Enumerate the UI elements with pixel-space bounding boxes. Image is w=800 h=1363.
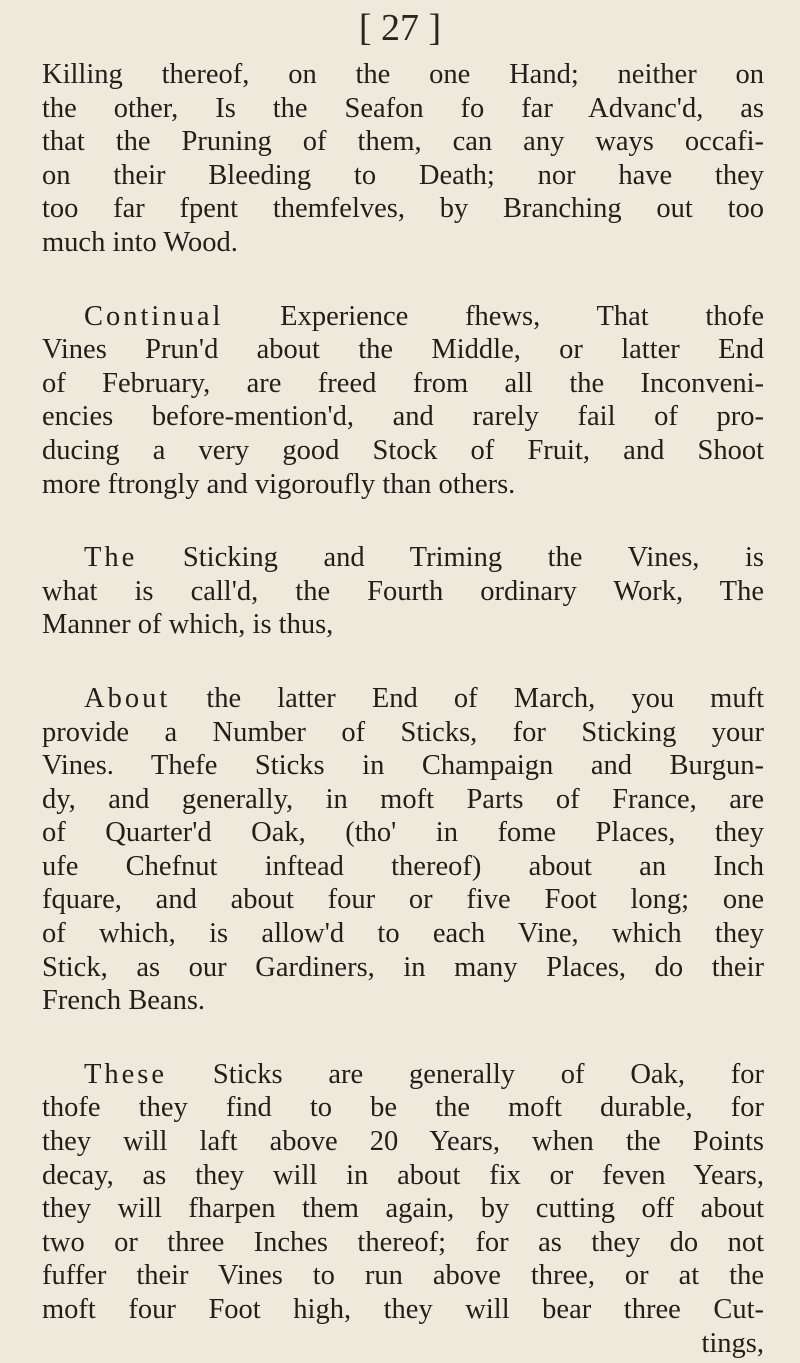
paragraph-lead-word: The [84, 542, 138, 574]
page-number: [ 27 ] [358, 7, 442, 49]
text-line: ufe Chefnut inftead thereof) about an Inch [42, 850, 764, 882]
text-line: they will fharpen them again, by cutting off about [42, 1193, 764, 1225]
text-line [42, 1058, 764, 1092]
text-line: what is call'd, the Fourth ordinary Work, The [42, 575, 764, 607]
text-line: of Quarter'd Oak, (tho' in fome Places, they [42, 817, 764, 849]
text-line: moft four Foot high, they will bear three Cut- [42, 1294, 764, 1325]
text-line: of February, are freed from all the Inconveni- [42, 367, 764, 399]
text-line: fquare, and about four or five Foot long; one [42, 884, 764, 916]
text-line: Vines Prun'd about the Middle, or latter End [42, 334, 764, 366]
text-line-rest: Experience fhews, That thofe [280, 300, 764, 332]
paragraph-4 [42, 682, 764, 1018]
text-line-rest: Sticks are generally of Oak, for [212, 1058, 764, 1090]
text-line: Vines. Thefe Sticks in Champaign and Burgun- [42, 750, 764, 782]
text-line: the other, Is the Seafon fo far Advanc'd, as [42, 92, 764, 124]
text-line-rest: the latter End of March, you muft [206, 682, 764, 714]
paragraph-lead-word: About [84, 682, 171, 714]
text-line: too far fpent themfelves, by Branching out too [42, 193, 764, 225]
text-line: encies before-mention'd, and rarely fail of pro- [42, 401, 764, 433]
paragraph-lead-word: Continual [84, 300, 224, 332]
text-line: thofe they find to be the moft durable, for [42, 1092, 764, 1124]
text-line: more ftrongly and vigoroufly than others. [42, 468, 516, 500]
text-line: much into Wood. [42, 226, 238, 258]
text-line [42, 541, 764, 575]
text-line [42, 300, 764, 334]
text-line: of which, is allow'd to each Vine, which they [42, 918, 764, 950]
text-line: dy, and generally, in moft Parts of France, are [42, 783, 764, 815]
text-line-rest: Sticking and Triming the Vines, is [182, 542, 765, 574]
text-line: decay, as they will in about fix or feven Years, [42, 1159, 764, 1191]
text-line: Stick, as our Gardiners, in many Places, do their [42, 951, 764, 983]
catchword: tings, [701, 1327, 764, 1359]
text-line [42, 682, 764, 716]
paragraph-2 [42, 300, 764, 502]
paragraph-5 [42, 1058, 764, 1360]
text-line: provide a Number of Sticks, for Sticking your [42, 716, 764, 748]
body-text [42, 58, 764, 1360]
text-line: ducing a very good Stock of Fruit, and Shoot [42, 434, 764, 466]
text-line: that the Pruning of them, can any ways occafi- [42, 126, 764, 158]
text-line: on their Bleeding to Death; nor have they [42, 159, 764, 191]
paragraph-lead-word: These [84, 1058, 168, 1090]
text-line: Manner of which, is thus, [42, 609, 334, 641]
text-line: they will laft above 20 Years, when the Points [42, 1126, 764, 1158]
paragraph-1 [42, 58, 764, 260]
text-line: Killing thereof, on the one Hand; neither on [42, 59, 764, 90]
text-line: two or three Inches thereof; for as they do not [42, 1226, 764, 1258]
paragraph-3 [42, 541, 764, 642]
text-line: fuffer their Vines to run above three, or at the [42, 1260, 764, 1292]
text-line: French Beans. [42, 985, 206, 1017]
